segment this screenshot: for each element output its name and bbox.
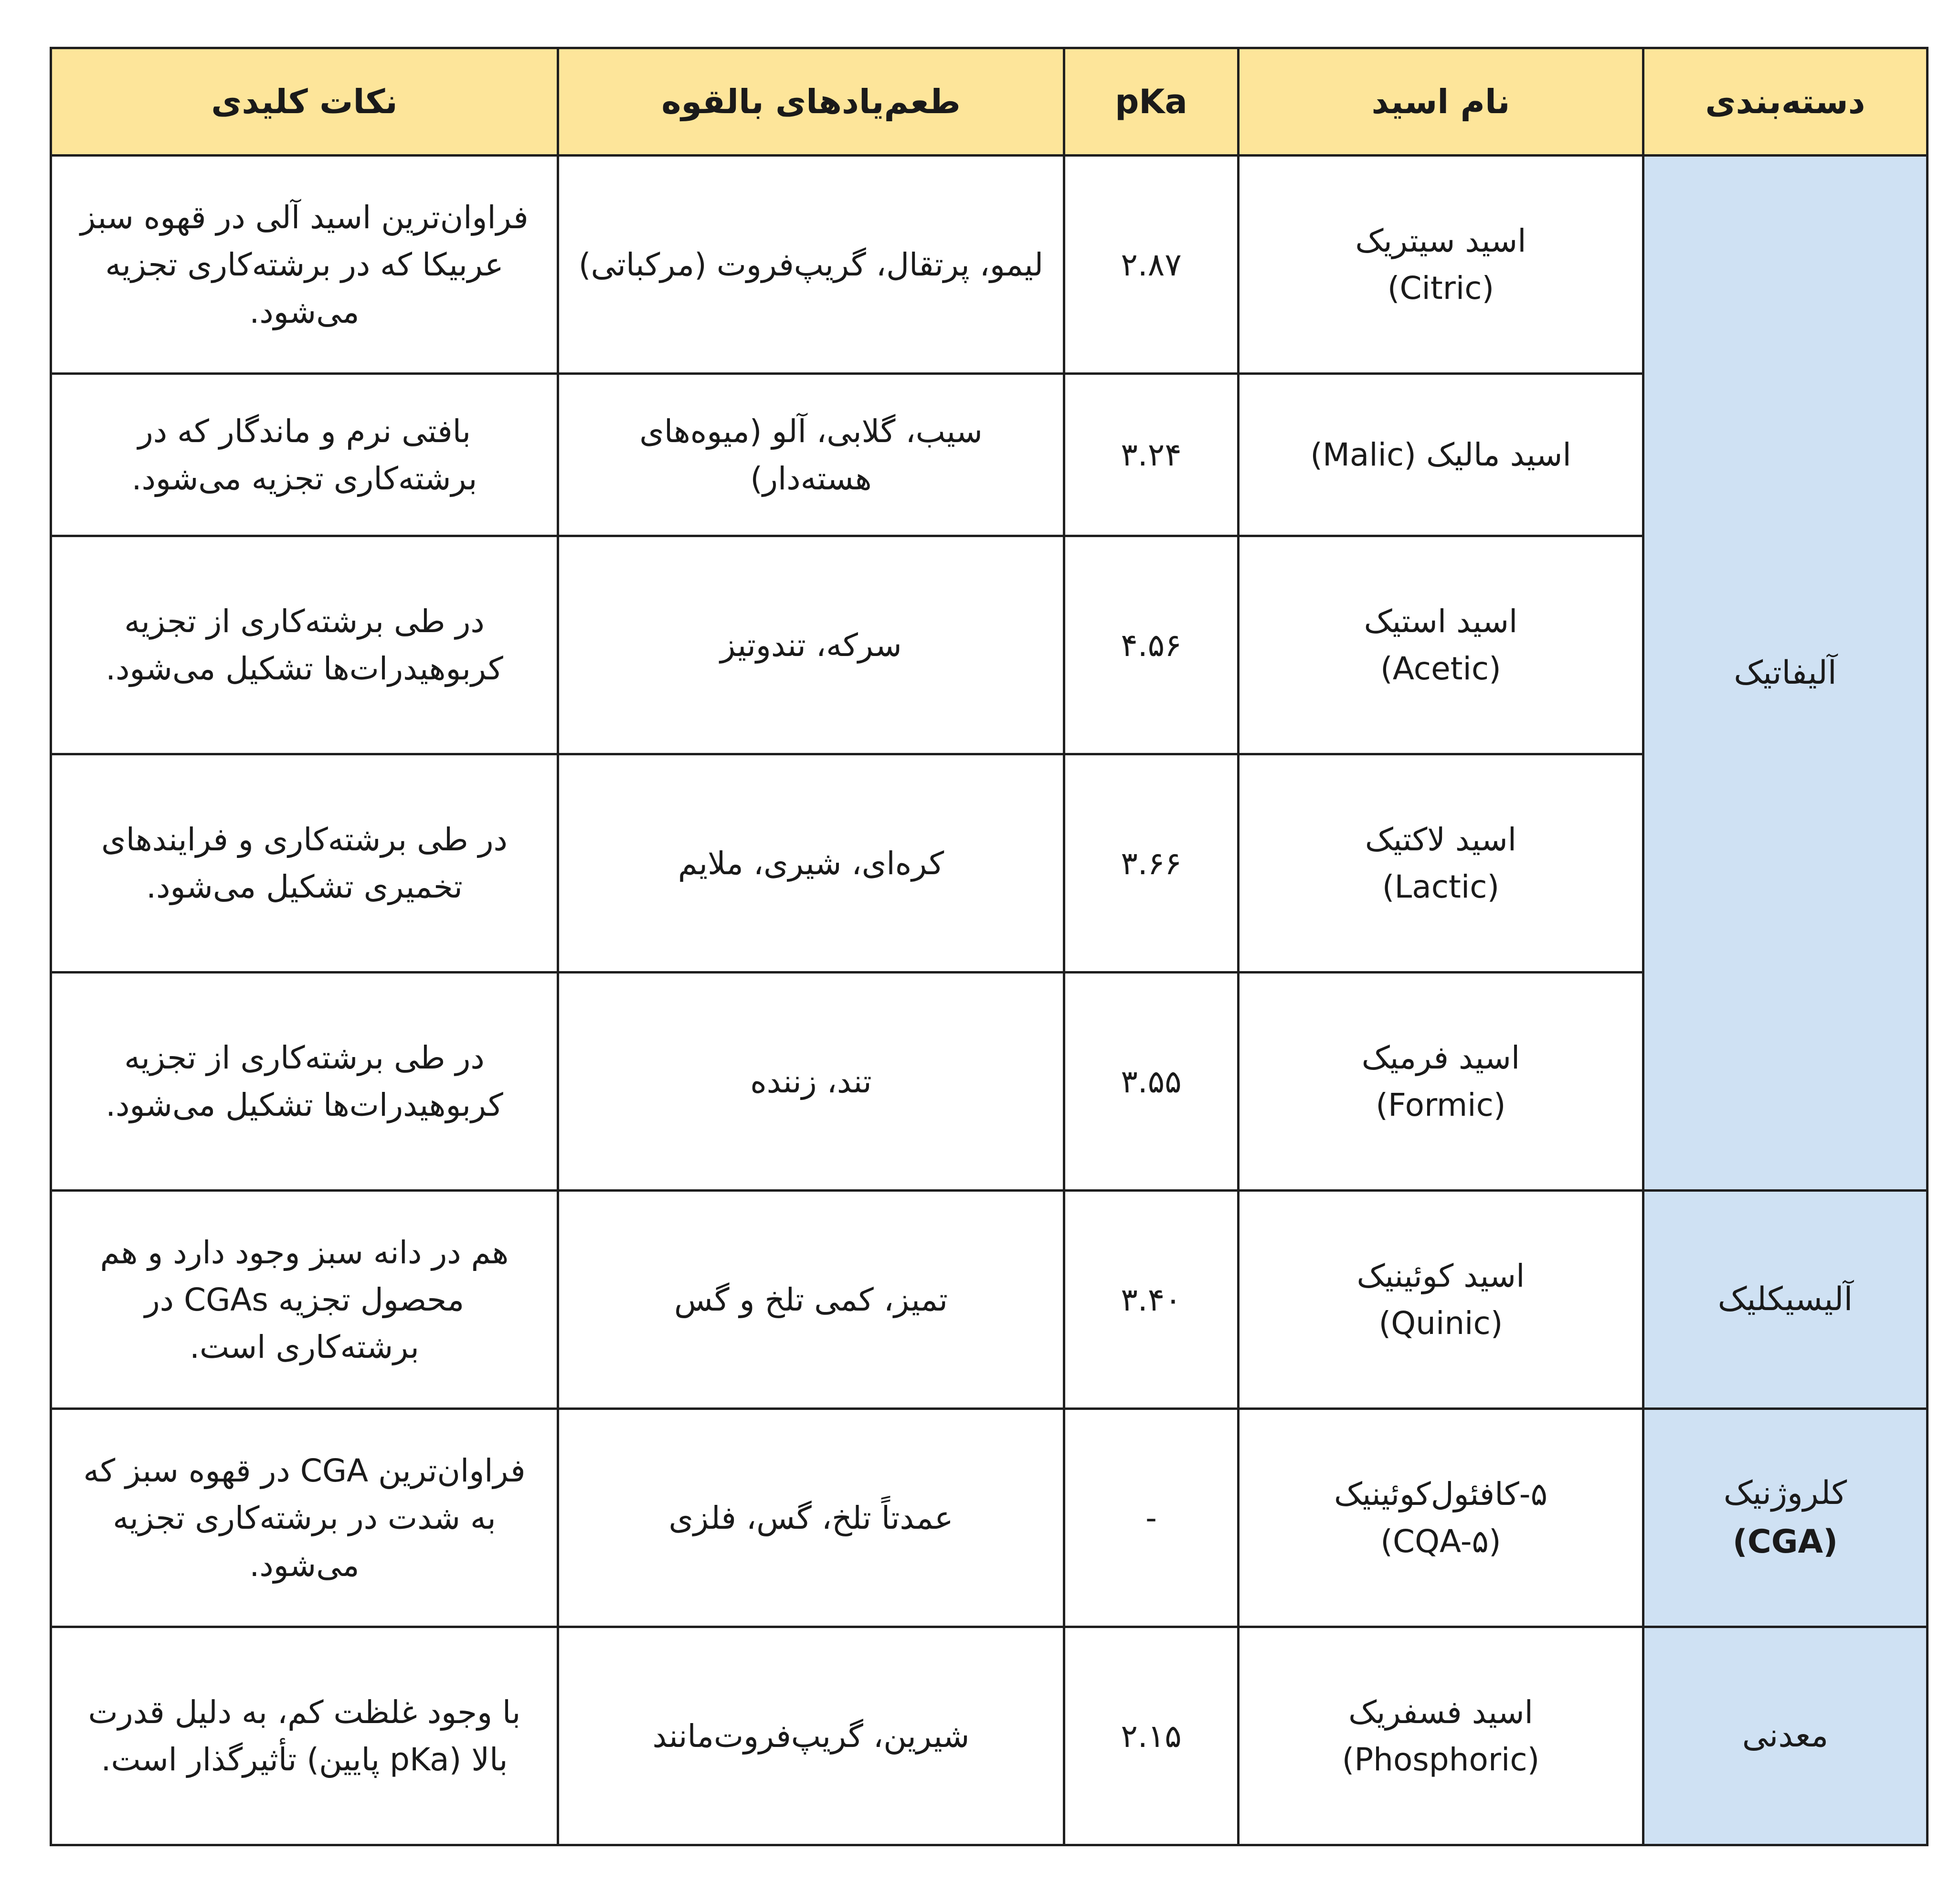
notes-cell: هم در دانه سبز وجود دارد و هم محصول تجزیه CGAs در برشته‌کاری است. — [51, 1191, 558, 1409]
acid-table — [50, 47, 1928, 1846]
pka-cell: ۳.۶۶ — [1064, 754, 1239, 973]
category-cell-mineral — [1643, 1627, 1928, 1845]
acid-name-en: (Citric) — [1387, 270, 1494, 307]
acid-name: اسید استیک — [1364, 603, 1518, 640]
header-pka: pKa — [1064, 48, 1239, 156]
notes-cell: در طی برشته‌کاری و فرایندهای تخمیری تشکیل می‌شود. — [51, 754, 558, 973]
acid-name-en: (Malic) — [1310, 436, 1417, 473]
header-flavors: طعم‌یادهای بالقوه — [558, 48, 1064, 156]
acid-name-en: (Formic) — [1376, 1087, 1506, 1123]
acid-name-en: (Acetic) — [1380, 650, 1501, 687]
acid-name: اسید فسفریک — [1348, 1694, 1533, 1731]
notes-cell: فراوان‌ترین اسید آلی در قهوه سبز عربیکا که در برشته‌کاری تجزیه می‌شود. — [51, 156, 558, 374]
notes-cell: فراوان‌ترین CGA در قهوه سبز که به شدت در برشته‌کاری تجزیه می‌شود. — [51, 1409, 558, 1627]
acid-name-cell — [1239, 973, 1643, 1191]
acid-name: اسید فرمیک — [1361, 1039, 1520, 1076]
flavors-cell: کره‌ای، شیری، ملایم — [558, 754, 1064, 973]
notes-cell: با وجود غلظت کم، به دلیل قدرت بالا (pKa پایین) تأثیرگذار است. — [51, 1627, 558, 1845]
acid-name-en: (Lactic) — [1382, 868, 1500, 905]
acid-name: اسید لاکتیک — [1365, 821, 1517, 858]
acid-name: ۵-کافئول‌کوئینیک — [1334, 1476, 1548, 1513]
pka-cell: ۴.۵۶ — [1064, 536, 1239, 754]
acid-name-cell — [1239, 754, 1643, 973]
acid-name: اسید کوئینیک — [1356, 1258, 1525, 1294]
table-row — [51, 1191, 1928, 1409]
pka-cell: ۲.۱۵ — [1064, 1627, 1239, 1845]
category-label: آلیسیکلیک — [1717, 1280, 1853, 1318]
acid-name-en: (Phosphoric) — [1342, 1741, 1540, 1778]
pka-cell: ۳.۲۴ — [1064, 374, 1239, 536]
flavors-cell: شیرین، گریپ‌فروت‌مانند — [558, 1627, 1064, 1845]
category-cell-aliphatic — [1643, 156, 1928, 1191]
acid-name-cell — [1239, 1409, 1643, 1627]
flavors-cell: تمیز، کمی تلخ و گس — [558, 1191, 1064, 1409]
table-row — [51, 1409, 1928, 1627]
table-row — [51, 156, 1928, 374]
notes-cell: در طی برشته‌کاری از تجزیه کربوهیدرات‌ها تشکیل می‌شود. — [51, 536, 558, 754]
acid-name-cell — [1239, 374, 1643, 536]
category-label: کلروژنیک — [1723, 1474, 1847, 1512]
header-row — [51, 48, 1928, 156]
notes-cell: در طی برشته‌کاری از تجزیه کربوهیدرات‌ها تشکیل می‌شود. — [51, 973, 558, 1191]
notes-cell: بافتی نرم و ماندگار که در برشته‌کاری تجزیه می‌شود. — [51, 374, 558, 536]
header-notes: نکات کلیدی — [51, 48, 558, 156]
header-acid-name: نام اسید — [1239, 48, 1643, 156]
header-category: دسته‌بندی — [1643, 48, 1928, 156]
flavors-cell: سیب، گلابی، آلو (میوه‌های هسته‌دار) — [558, 374, 1064, 536]
pka-cell: ۳.۴۰ — [1064, 1191, 1239, 1409]
category-label: معدنی — [1742, 1717, 1829, 1755]
acid-name: اسید سیتریک — [1355, 222, 1526, 259]
acid-name-en: (Quinic) — [1378, 1305, 1503, 1342]
table-row — [51, 1627, 1928, 1845]
flavors-cell: عمدتاً تلخ، گس، فلزی — [558, 1409, 1064, 1627]
pka-cell: - — [1064, 1409, 1239, 1627]
acid-name-cell — [1239, 1627, 1643, 1845]
pka-cell: ۲.۸۷ — [1064, 156, 1239, 374]
category-cell-chlorogenic — [1643, 1409, 1928, 1627]
flavors-cell: تند، زننده — [558, 973, 1064, 1191]
category-abbreviation: (CGA) — [1732, 1523, 1838, 1561]
acid-name: اسید مالیک — [1426, 436, 1571, 473]
acid-name-cell — [1239, 156, 1643, 374]
acid-name-cell — [1239, 536, 1643, 754]
category-cell-alicyclic — [1643, 1191, 1928, 1409]
pka-cell: ۳.۵۵ — [1064, 973, 1239, 1191]
acid-name-en: (CQA-۵) — [1380, 1523, 1501, 1560]
acid-name-cell — [1239, 1191, 1643, 1409]
flavors-cell: سرکه، تندوتیز — [558, 536, 1064, 754]
category-label: آلیفاتیک — [1734, 654, 1837, 692]
flavors-cell: لیمو، پرتقال، گریپ‌فروت (مرکباتی) — [558, 156, 1064, 374]
